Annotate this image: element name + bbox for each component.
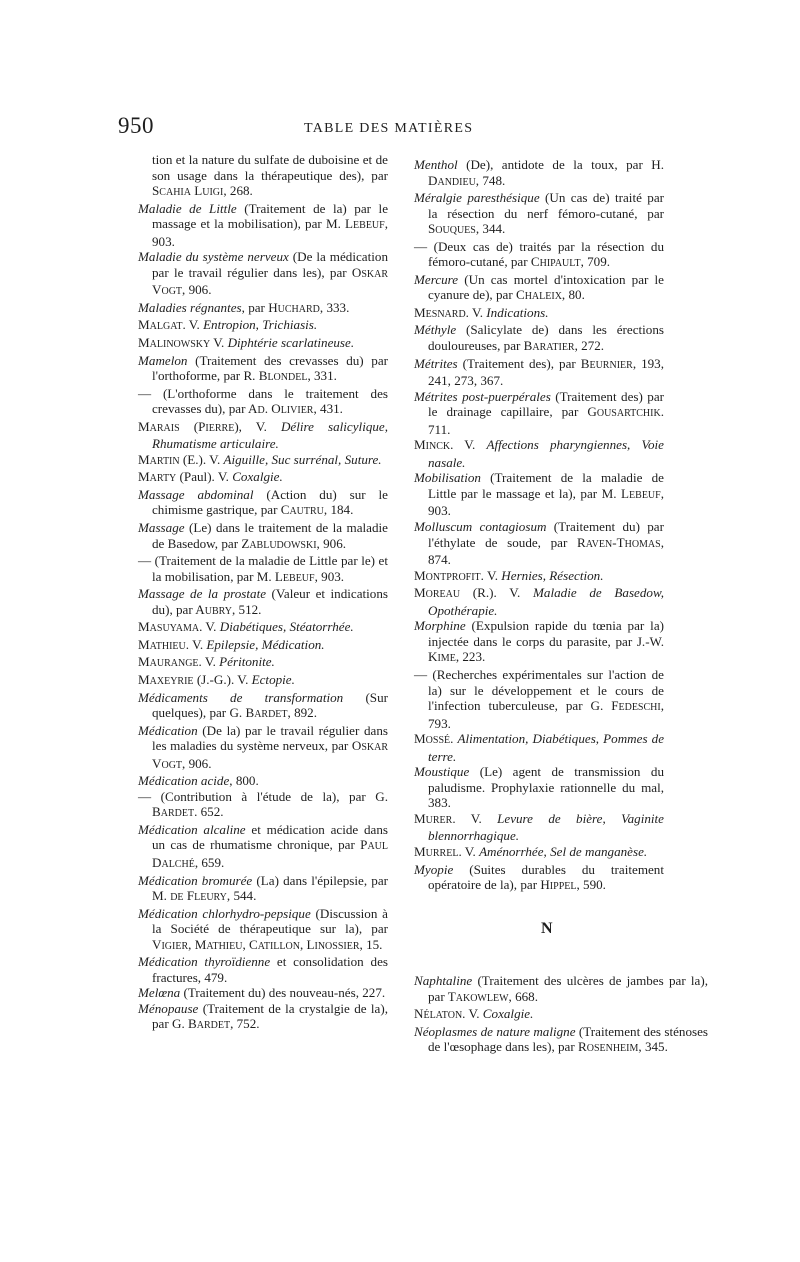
index-entry: Massage (Le) dans le traitement de la maladie de Basedow, par ZABLUDOWSKI, 906. [138,520,388,551]
index-entry: MESNARD. V. Indications. [414,304,549,320]
index-entry: Mercure (Un cas mortel d'intoxication par le cyanure de), par CHALEIX, 80. [414,271,664,303]
index-entry: MATHIEU. V. Epilepsie, Médication. [138,636,325,652]
index-entry: MONTPROFIT. V. Hernies, Résection. [414,567,604,583]
index-entry: — (Traitement de la maladie de Little par le) et la mobilisation, par M. LEBEUF, 903. [138,553,388,584]
index-entry: Maladies régnantes, par HUCHARD, 333. [138,299,350,315]
index-entry: MURER. V. Levure de bière, Vaginite blennorrhagique. [414,810,664,844]
index-entry: MOSSÉ. Alimentation, Diabétiques, Pommes de terre. [414,731,665,764]
index-entry: Molluscum contagiosum (Traitement du) par l'éthylate de soude, par RAVEN-THOMAS, 874. [414,519,664,568]
index-entry: Massage de la prostate (Valeur et indications du), par AUBRY, 512. [138,586,388,617]
index-entry: Maladie du système nerveux (De la médication par le travail régulier dans les), par OSKAR VOGT, 906. [138,249,388,298]
index-entry: Ménopause (Traitement de la crystalgie de la), par G. BARDET, 752. [138,1000,388,1032]
index-entry: MARTIN (E.). V. Aiguille, Suc surrénal, Suture. [138,451,382,467]
index-entry: Morphine (Expulsion rapide du tœnia par la) injectée dans le corps du parasite, par J.-W. KIME, 223. [414,618,664,665]
index-entry: Métrites post-puerpérales (Traitement des) par le drainage capillaire, par GOUSARTCHIK. 711. [414,388,664,437]
index-entry: — (Contribution à l'étude de la), par G. BARDET. 652. [138,788,388,820]
index-entry: Moustique (Le) agent de transmission du paludisme. Prophylaxie rationnelle du mal, 383. [414,764,664,811]
index-entry: Mobilisation (Traitement de la maladie de Little par le massage et la), par M. LEBEUF, 903. [414,470,664,519]
section-letter-n: N [541,920,553,937]
index-entry: Melœna (Traitement du) des nouveau-nés, 227. [138,985,386,1001]
index-entry: Médicaments de transformation (Sur quelques), par G. BARDET, 892. [138,689,389,721]
index-entry: MAXEYRIE (J.-G.). V. Ectopie. [138,671,295,687]
index-entry: MURREL. V. Aménorrhée, Sel de manganèse. [414,843,648,859]
index-entry: NÉLATON. V. Coxalgie. [414,1006,534,1022]
index-entry: Médication (De la) par le travail régulier dans les maladies du système nerveux, par OSKAR VOGT, 906. [138,722,388,771]
index-entry: tion et la nature du sulfate de duboisine et de son usage dans la thérapeutique des), par SCAHIA LUIGI, 268. [152,152,388,199]
index-entry: — (L'orthoforme dans le traitement des crevasses du), par AD. OLIVIER, 431. [138,385,388,417]
index-entry: MINCK. V. Affections pharyngiennes, Voie nasale. [414,437,664,470]
running-title: TABLE DES MATIÈRES [304,121,474,136]
index-entry: Néoplasmes de nature maligne (Traitement des sténoses de l'œsophage dans les), par ROSENHEIM, 345. [414,1023,708,1055]
index-entry: MARTY (Paul). V. Coxalgie. [138,469,283,485]
index-entry: Massage abdominal (Action du) sur le chimisme gastrique, par CAUTRU, 184. [138,486,388,518]
index-entry: Médication acide, 800. [138,773,259,789]
index-entry: — (Recherches expérimentales sur l'action de la) sur le développement et le cours de l'infection tuberculeuse, par G. FEDESCHI, 793. [414,666,664,731]
index-entry: Méthyle (Salicylate de) dans les érections douloureuses, par BARATIER, 272. [414,322,664,354]
page-number: 950 [118,113,154,138]
index-entry: Naphtaline (Traitement des ulcères de jambes par la), par TAKOWLEW, 668. [414,973,708,1004]
index-entry: MAURANGE. V. Péritonite. [138,654,275,670]
index-entry: Médication chlorhydro-pepsique (Discussion à la Société de thérapeutique sur la), par VIGIER, MATHIEU, CATILLON, LINOSSIER, 15. [138,905,388,952]
index-section-n [414,973,708,1057]
index-column-right [414,157,664,895]
index-column-left [138,152,388,1034]
index-entry: Médication bromurée (La) dans l'épilepsie, par M. DE FLEURY, 544. [138,872,388,904]
index-entry: MASUYAMA. V. Diabétiques, Stéatorrhée. [138,619,354,635]
index-entry: — (Deux cas de) traités par la résection du fémoro-cutané, par CHIPAULT, 709. [414,238,664,270]
index-entry: Métrites (Traitement des), par BEURNIER, 193, 241, 273, 367. [414,355,664,389]
index-entry: Médication alcaline et médication acide dans un cas de rhumatisme chronique, par PAUL DALCHÉ, 659. [138,821,388,870]
index-entry: MALGAT. V. Entropion, Trichiasis. [138,317,318,333]
index-entry: Médication thyroïdienne et consolidation des fractures, 479. [138,954,388,985]
index-entry: MARAIS (PIERRE), V. Délire salicylique, Rhumatisme articulaire. [138,418,389,452]
index-entry: MALINOWSKY V. Diphtérie scarlatineuse. [138,335,355,351]
index-entry: MOREAU (R.). V. Maladie de Basedow, Opothérapie. [414,585,664,618]
index-entry: Méralgie paresthésique (Un cas de) traité par la résection du nerf fémoro-cutané, par SOUQUES, 344. [414,190,664,237]
page-header [118,113,692,143]
index-entry: Menthol (De), antidote de la toux, par H. DANDIEU, 748. [414,157,664,188]
index-entry: Maladie de Little (Traitement de la) par le massage et la mobilisation), par M. LEBEUF, 903. [138,200,389,249]
index-entry: Myopie (Suites durables du traitement opératoire de la), par HIPPEL, 590. [414,861,664,893]
index-entry: Mamelon (Traitement des crevasses du) par l'orthoforme, par R. BLONDEL, 331. [138,352,388,384]
